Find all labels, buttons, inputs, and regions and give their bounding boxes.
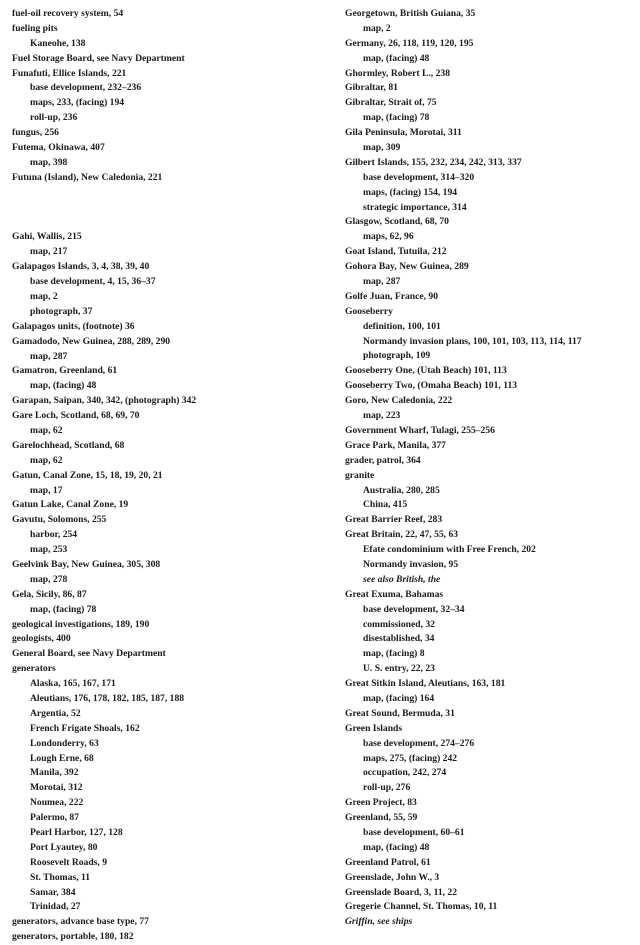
- index-subentry: map, 398: [30, 156, 68, 168]
- index-subentry: disestablished, 34: [363, 633, 435, 645]
- index-subentry: map, (facing) 8: [363, 648, 425, 660]
- index-subentry: harbor, 254: [30, 529, 78, 541]
- index-subentry: roll-up, 276: [363, 782, 411, 794]
- index-entry: Greenslade, John W., 3: [345, 871, 440, 883]
- index-subentry: Lough Erne, 68: [30, 752, 94, 764]
- index-entry: Germany, 26, 118, 119, 120, 195: [345, 37, 474, 49]
- index-entry: generators: [12, 663, 56, 675]
- index-entry: Greenland Patrol, 61: [345, 856, 431, 868]
- index-subentry: Roosevelt Roads, 9: [30, 856, 108, 868]
- index-entry: Golfe Juan, France, 90: [345, 290, 438, 302]
- index-subentry: map, 17: [30, 484, 63, 496]
- index-entry: Great Exuma, Bahamas: [345, 588, 444, 600]
- index-subentry: map, 217: [30, 246, 68, 258]
- index-column-right: [345, 7, 637, 930]
- index-subentry: Argentia, 52: [30, 707, 81, 719]
- index-subentry: maps, (facing) 154, 194: [363, 186, 458, 198]
- index-subentry: St. Thomas, 11: [30, 871, 91, 883]
- index-subentry: see also British, the: [363, 573, 441, 585]
- index-subentry: U. S. entry, 22, 23: [363, 663, 435, 675]
- index-entry: Gatun Lake, Canal Zone, 19: [12, 499, 129, 511]
- index-entry: Geelvink Bay, New Guinea, 305, 308: [12, 558, 161, 570]
- index-entry: grader, patrol, 364: [345, 454, 421, 466]
- index-entry: Fuel Storage Board, see Navy Department: [12, 52, 185, 64]
- index-subentry: map, (facing) 48: [30, 380, 97, 392]
- index-subentry: Samar, 384: [30, 886, 76, 898]
- index-subentry: map, 62: [30, 424, 63, 436]
- index-subentry: photograph, 37: [30, 305, 93, 317]
- index-subentry: Alaska, 165, 167, 171: [30, 678, 116, 690]
- index-entry: Gibraltar, Strait of, 75: [345, 97, 437, 109]
- index-subentry: base development, 32–34: [363, 603, 465, 615]
- index-entry: fueling pits: [12, 22, 58, 34]
- index-entry: Great Sitkin Island, Aleutians, 163, 181: [345, 678, 506, 690]
- index-subentry: base development, 232–236: [30, 82, 142, 94]
- index-entry: Gibraltar, 81: [345, 82, 398, 94]
- index-subentry: map, 309: [363, 142, 401, 154]
- index-entry: geologists, 400: [12, 633, 71, 645]
- index-entry: Garapan, Saipan, 340, 342, (photograph) 342: [12, 395, 197, 407]
- index-entry: Funafuti, Ellice Islands, 221: [12, 67, 127, 79]
- index-subentry: base development, 314–320: [363, 171, 475, 183]
- index-subentry: Normandy invasion, 95: [363, 558, 459, 570]
- index-subentry: Normandy invasion plans, 100, 101, 103, 113, 114, 117: [363, 335, 582, 347]
- index-entry: Griffin, see ships: [345, 916, 413, 928]
- index-subentry: Palermo, 87: [30, 812, 80, 824]
- index-subentry: map, (facing) 78: [30, 603, 97, 615]
- index-entry: Glasgow, Scotland, 68, 70: [345, 216, 449, 228]
- index-entry: Government Wharf, Tulagi, 255–256: [345, 424, 495, 436]
- index-subentry: Noumea, 222: [30, 797, 84, 809]
- index-entry: geological investigations, 189, 190: [12, 618, 150, 630]
- index-entry: Gavutu, Solomons, 255: [12, 514, 107, 526]
- index-subentry: map, 278: [30, 573, 68, 585]
- index-subentry: Aleutians, 176, 178, 182, 185, 187, 188: [30, 692, 185, 704]
- index-entry: Galapagos units, (footnote) 36: [12, 320, 135, 332]
- index-subentry: map, (facing) 48: [363, 841, 430, 853]
- index-entry: Garelochhead, Scotland, 68: [12, 439, 125, 451]
- index-entry: Gooseberry One, (Utah Beach) 101, 113: [345, 365, 507, 377]
- index-subentry: base development, 4, 15, 36–37: [30, 276, 156, 288]
- index-subentry: French Frigate Shoals, 162: [30, 722, 140, 734]
- index-entry: Goat Island, Tutuila, 212: [345, 246, 447, 258]
- index-entry: Gregerie Channel, St. Thomas, 10, 11: [345, 901, 498, 913]
- index-entry: Green Project, 83: [345, 797, 417, 809]
- index-entry: Great Sound, Bermuda, 31: [345, 707, 455, 719]
- index-subentry: base development, 274–276: [363, 737, 475, 749]
- index-subentry: Port Lyautey, 80: [30, 841, 98, 853]
- index-entry: fungus, 256: [12, 127, 59, 139]
- index-entry: Gare Loch, Scotland, 68, 69, 70: [12, 410, 140, 422]
- index-subentry: Londonderry, 63: [30, 737, 99, 749]
- index-subentry: Manila, 392: [30, 767, 79, 779]
- index-subentry: China, 415: [363, 499, 408, 511]
- index-subentry: map, 2: [363, 22, 391, 34]
- index-subentry: Australia, 280, 285: [363, 484, 440, 496]
- index-entry: Great Barrier Reef, 283: [345, 514, 443, 526]
- index-entry: Ghormley, Robert L., 238: [345, 67, 450, 79]
- index-entry: Gooseberry Two, (Omaha Beach) 101, 113: [345, 380, 518, 392]
- index-subentry: map, (facing) 48: [363, 52, 430, 64]
- index-column-left: [12, 7, 320, 945]
- index-subentry: Pearl Harbor, 127, 128: [30, 827, 123, 838]
- index-subentry: base development, 60–61: [363, 826, 465, 838]
- index-subentry: photograph, 109: [363, 350, 431, 362]
- index-subentry: map, 62: [30, 454, 63, 466]
- index-subentry: definition, 100, 101: [363, 320, 441, 332]
- index-entry: Grace Park, Manila, 377: [345, 439, 446, 451]
- index-entry: Gamadodo, New Guinea, 288, 289, 290: [12, 335, 171, 347]
- index-entry: Futuna (Island), New Caledonia, 221: [12, 171, 163, 183]
- index-subentry: roll-up, 236: [30, 112, 78, 124]
- index-subentry: map, 287: [30, 350, 68, 362]
- index-subentry: map, (facing) 78: [363, 112, 430, 124]
- index-entry: Gohora Bay, New Guinea, 289: [345, 261, 469, 273]
- index-entry: generators, portable, 180, 182: [12, 931, 134, 943]
- index-entry: generators, advance base type, 77: [12, 916, 149, 928]
- index-entry: Gamatron, Greenland, 61: [12, 365, 118, 377]
- index-subentry: map, 253: [30, 544, 68, 556]
- index-entry: granite: [345, 469, 375, 481]
- index-subentry: maps, 233, (facing) 194: [30, 97, 125, 109]
- index-entry: Great Britain, 22, 47, 55, 63: [345, 529, 459, 541]
- section-gap: [12, 186, 320, 231]
- index-entry: Greenland, 55, 59: [345, 812, 418, 824]
- index-entry: Gooseberry: [345, 305, 393, 317]
- index-entry: Gahi, Wallis, 215: [12, 231, 82, 243]
- index-entry: Greenslade Board, 3, 11, 22: [345, 886, 458, 898]
- index-entry: General Board, see Navy Department: [12, 648, 166, 660]
- index-subentry: occupation, 242, 274: [363, 767, 447, 779]
- index-entry: Futema, Okinawa, 407: [12, 142, 105, 154]
- index-entry: Georgetown, British Guiana, 35: [345, 8, 476, 19]
- index-subentry: strategic importance, 314: [363, 201, 467, 213]
- index-subentry: map, 223: [363, 410, 401, 422]
- index-entry: Green Islands: [345, 722, 403, 734]
- index-subentry: Trinidad, 27: [30, 901, 81, 913]
- index-entry: Gatun, Canal Zone, 15, 18, 19, 20, 21: [12, 469, 163, 481]
- index-subentry: Efate condominium with Free French, 202: [363, 544, 536, 556]
- index-entry: Gila Peninsula, Morotai, 311: [345, 127, 462, 139]
- index-entry: Galapagos Islands, 3, 4, 38, 39, 40: [12, 261, 150, 273]
- index-subentry: map, (facing) 164: [363, 692, 435, 704]
- index-subentry: map, 287: [363, 276, 401, 288]
- index-subentry: map, 2: [30, 290, 58, 302]
- index-entry: fuel-oil recovery system, 54: [12, 8, 124, 19]
- index-subentry: Morotai, 312: [30, 782, 83, 794]
- index-subentry: maps, 62, 96: [363, 231, 414, 243]
- index-entry: Gilbert Islands, 155, 232, 234, 242, 313, 337: [345, 156, 522, 168]
- index-subentry: maps, 275, (facing) 242: [363, 752, 458, 764]
- index-subentry: Kaneohe, 138: [30, 37, 86, 49]
- index-entry: Goro, New Caledonia, 222: [345, 395, 453, 407]
- index-subentry: commissioned, 32: [363, 618, 435, 630]
- index-entry: Gela, Sicily, 86, 87: [12, 588, 87, 600]
